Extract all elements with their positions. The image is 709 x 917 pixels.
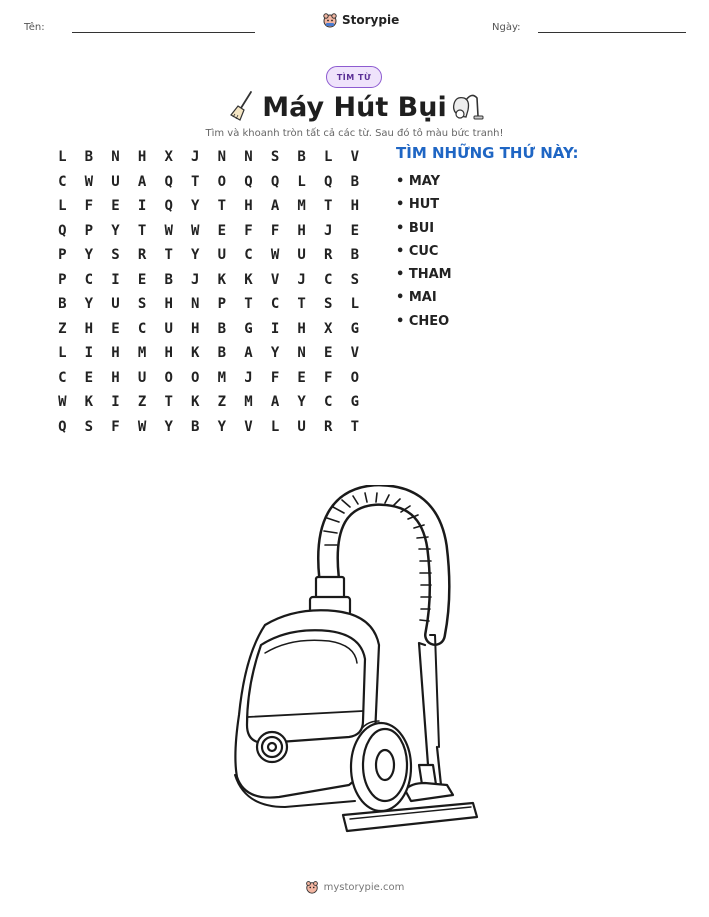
grid-letter[interactable]: B — [217, 345, 227, 362]
grid-letter[interactable]: E — [137, 271, 147, 288]
grid-letter[interactable]: R — [137, 247, 147, 264]
word-item: • MAY — [396, 174, 441, 189]
grid-letter[interactable]: I — [111, 394, 120, 411]
grid-letter[interactable]: Y — [270, 345, 280, 362]
grid-letter[interactable]: Q — [324, 173, 333, 190]
grid-letter[interactable]: K — [84, 394, 94, 411]
grid-letter[interactable]: E — [111, 320, 120, 337]
grid-letter[interactable]: A — [137, 173, 147, 190]
grid-letter[interactable]: U — [297, 418, 306, 435]
grid-letter[interactable]: T — [164, 394, 173, 411]
footer — [0, 880, 709, 894]
grid-letter[interactable]: S — [84, 418, 94, 435]
grid-letter[interactable]: G — [244, 320, 253, 337]
grid-letter[interactable]: Q — [58, 222, 67, 239]
grid-letter[interactable]: B — [58, 296, 67, 313]
grid-letter[interactable]: G — [350, 320, 360, 337]
grid-letter[interactable]: B — [297, 149, 306, 166]
grid-letter[interactable]: U — [111, 173, 120, 190]
grid-letter[interactable]: K — [191, 394, 200, 411]
grid-letter[interactable]: T — [217, 198, 227, 215]
grid-letter[interactable]: B — [164, 271, 173, 288]
instructions: Tìm và khoanh tròn tất cả các từ. Sau đó tô màu bức tranh! — [205, 128, 504, 139]
word-item: • THAM — [396, 267, 452, 283]
grid-letter[interactable]: Q — [58, 418, 67, 435]
grid-letter[interactable]: T — [244, 296, 253, 313]
grid-letter[interactable]: A — [270, 394, 280, 411]
grid-letter[interactable]: A — [270, 198, 280, 215]
grid-letter[interactable]: L — [58, 149, 67, 166]
grid-letter[interactable]: M — [137, 345, 147, 362]
grid-letter[interactable]: B — [217, 320, 227, 337]
grid-letter[interactable]: L — [324, 149, 333, 166]
grid-letter[interactable]: H — [350, 198, 360, 215]
grid-letter[interactable]: C — [58, 173, 67, 190]
grid-letter[interactable]: C — [137, 320, 147, 337]
grid-letter[interactable]: U — [297, 247, 306, 264]
grid-letter[interactable]: H — [84, 320, 94, 337]
grid-letter[interactable]: C — [324, 394, 333, 411]
grid-letter[interactable]: E — [84, 369, 94, 386]
grid-letter[interactable]: N — [297, 345, 306, 362]
grid-letter[interactable]: K — [217, 271, 227, 288]
grid-letter[interactable]: Z — [137, 394, 147, 411]
vacuum-coloring-illustration[interactable] — [225, 485, 485, 845]
grid-letter[interactable]: H — [297, 222, 306, 239]
grid-letter[interactable]: I — [137, 198, 147, 215]
grid-letter[interactable]: O — [350, 369, 360, 386]
word-list-heading: TÌM NHỮNG THỨ NÀY: — [396, 144, 579, 162]
grid-letter[interactable]: Y — [111, 222, 120, 239]
grid-letter[interactable]: L — [350, 296, 360, 313]
grid-letter[interactable]: F — [244, 222, 253, 239]
activity-badge: TÌM TỪ — [326, 66, 382, 88]
grid-letter[interactable]: L — [297, 173, 306, 190]
grid-letter[interactable]: H — [137, 149, 147, 166]
grid-letter[interactable]: S — [137, 296, 147, 313]
grid-letter[interactable]: J — [324, 222, 333, 239]
grid-letter[interactable]: F — [84, 198, 94, 215]
grid-letter[interactable]: C — [244, 247, 253, 264]
grid-letter[interactable]: I — [84, 345, 94, 362]
grid-letter[interactable]: C — [324, 271, 333, 288]
grid-letter[interactable]: H — [191, 320, 200, 337]
grid-letter[interactable]: W — [58, 394, 67, 411]
grid-letter[interactable]: E — [350, 222, 360, 239]
page-title: Máy Hút Bụi — [262, 92, 447, 123]
storypie-logo — [322, 12, 399, 28]
grid-letter[interactable]: S — [350, 271, 360, 288]
grid-letter[interactable]: H — [244, 198, 253, 215]
grid-letter[interactable]: C — [270, 296, 280, 313]
date-line[interactable] — [538, 32, 686, 33]
grid-letter[interactable]: L — [58, 345, 67, 362]
grid-letter[interactable]: A — [244, 345, 253, 362]
word-search-grid[interactable] — [49, 145, 368, 439]
grid-letter[interactable]: T — [324, 198, 333, 215]
name-line[interactable] — [72, 32, 255, 33]
grid-letter[interactable]: Y — [84, 247, 94, 264]
grid-letter[interactable]: V — [350, 345, 360, 362]
footer-url[interactable]: mystorypie.com — [323, 881, 405, 893]
grid-letter[interactable]: B — [350, 247, 360, 264]
grid-letter[interactable]: C — [84, 271, 94, 288]
grid-letter[interactable]: J — [191, 149, 200, 166]
grid-letter[interactable]: Y — [191, 198, 200, 215]
grid-letter[interactable]: T — [191, 173, 200, 190]
grid-letter[interactable]: B — [350, 173, 360, 190]
grid-letter[interactable]: K — [191, 345, 200, 362]
grid-letter[interactable]: E — [111, 198, 120, 215]
grid-letter[interactable]: U — [137, 369, 147, 386]
name-label: Tên: — [24, 22, 45, 33]
grid-letter[interactable]: T — [164, 247, 173, 264]
grid-letter[interactable]: F — [270, 369, 280, 386]
grid-letter[interactable]: T — [350, 418, 360, 435]
grid-letter[interactable]: V — [244, 418, 253, 435]
grid-letter[interactable]: W — [191, 222, 200, 239]
grid-letter[interactable]: F — [270, 222, 280, 239]
grid-letter[interactable]: B — [191, 418, 200, 435]
vacuum-icon — [450, 90, 484, 122]
word-item: • HUT — [396, 197, 440, 213]
grid-letter[interactable]: B — [84, 149, 94, 166]
grid-letter[interactable]: P — [58, 247, 67, 264]
grid-letter[interactable]: N — [111, 149, 120, 166]
grid-letter[interactable]: M — [217, 369, 227, 386]
grid-letter[interactable]: O — [164, 369, 173, 386]
grid-letter[interactable]: W — [270, 247, 280, 264]
grid-letter[interactable]: U — [217, 247, 227, 264]
grid-letter[interactable]: E — [217, 222, 227, 239]
grid-letter[interactable]: Q — [244, 173, 253, 190]
grid-letter[interactable]: Y — [191, 247, 200, 264]
grid-letter[interactable]: N — [217, 149, 227, 166]
grid-letter[interactable]: R — [324, 418, 333, 435]
brand-name: Storypie — [342, 13, 400, 27]
grid-letter[interactable]: T — [137, 222, 147, 239]
grid-letter[interactable]: Z — [217, 394, 227, 411]
grid-letter[interactable]: L — [58, 198, 67, 215]
grid-letter[interactable]: J — [244, 369, 253, 386]
grid-letter[interactable]: U — [164, 320, 173, 337]
word-list — [396, 170, 452, 333]
word-item: • CUC — [396, 243, 439, 259]
storypie-mascot-icon — [322, 12, 338, 28]
grid-letter[interactable]: F — [324, 369, 333, 386]
grid-letter[interactable]: N — [191, 296, 200, 313]
grid-letter[interactable]: H — [111, 345, 120, 362]
grid-letter[interactable]: E — [324, 345, 333, 362]
grid-letter[interactable]: H — [111, 369, 120, 386]
grid-letter[interactable]: X — [324, 320, 333, 337]
grid-letter[interactable]: W — [164, 222, 173, 239]
grid-letter[interactable]: P — [217, 296, 227, 313]
grid-letter[interactable]: J — [297, 271, 306, 288]
date-label: Ngày: — [492, 22, 521, 33]
grid-letter[interactable]: P — [58, 271, 67, 288]
grid-letter[interactable]: H — [164, 296, 173, 313]
grid-letter[interactable]: Y — [217, 418, 227, 435]
grid-letter[interactable]: Q — [164, 173, 173, 190]
grid-letter[interactable]: H — [164, 345, 173, 362]
grid-letter[interactable]: Q — [270, 173, 280, 190]
grid-letter[interactable]: Y — [164, 418, 173, 435]
grid-letter[interactable]: W — [84, 173, 94, 190]
grid-letter[interactable]: Q — [164, 198, 173, 215]
grid-letter[interactable]: I — [270, 320, 280, 337]
grid-letter[interactable]: G — [350, 394, 360, 411]
grid-letter[interactable]: P — [84, 222, 94, 239]
grid-letter[interactable]: Y — [297, 394, 306, 411]
grid-letter[interactable]: Z — [58, 320, 67, 337]
grid-letter[interactable]: S — [270, 149, 280, 166]
grid-letter[interactable]: L — [270, 418, 280, 435]
grid-letter[interactable]: I — [111, 271, 120, 288]
grid-letter[interactable]: O — [217, 173, 227, 190]
grid-letter[interactable]: U — [111, 296, 120, 313]
grid-letter[interactable]: M — [297, 198, 306, 215]
grid-letter[interactable]: T — [297, 296, 306, 313]
grid-letter[interactable]: C — [58, 369, 67, 386]
grid-letter[interactable]: V — [350, 149, 360, 166]
grid-letter[interactable]: K — [244, 271, 253, 288]
grid-letter[interactable]: X — [164, 149, 173, 166]
word-item: • CHEO — [396, 313, 450, 329]
word-item: • BUI — [396, 220, 435, 236]
grid-letter[interactable]: R — [324, 247, 333, 264]
grid-letter[interactable]: M — [244, 394, 253, 411]
grid-letter[interactable]: H — [297, 320, 306, 337]
grid-letter[interactable]: N — [244, 149, 253, 166]
grid-letter[interactable]: S — [324, 296, 333, 313]
grid-letter[interactable]: J — [191, 271, 200, 288]
grid-letter[interactable]: E — [297, 369, 306, 386]
storypie-mascot-icon — [305, 880, 319, 894]
grid-letter[interactable]: Y — [84, 296, 94, 313]
grid-letter[interactable]: V — [270, 271, 280, 288]
grid-letter[interactable]: S — [111, 247, 120, 264]
grid-letter[interactable]: W — [137, 418, 147, 435]
grid-letter[interactable]: F — [111, 418, 120, 435]
grid-letter[interactable]: O — [191, 369, 200, 386]
word-item: • MAI — [396, 290, 437, 306]
